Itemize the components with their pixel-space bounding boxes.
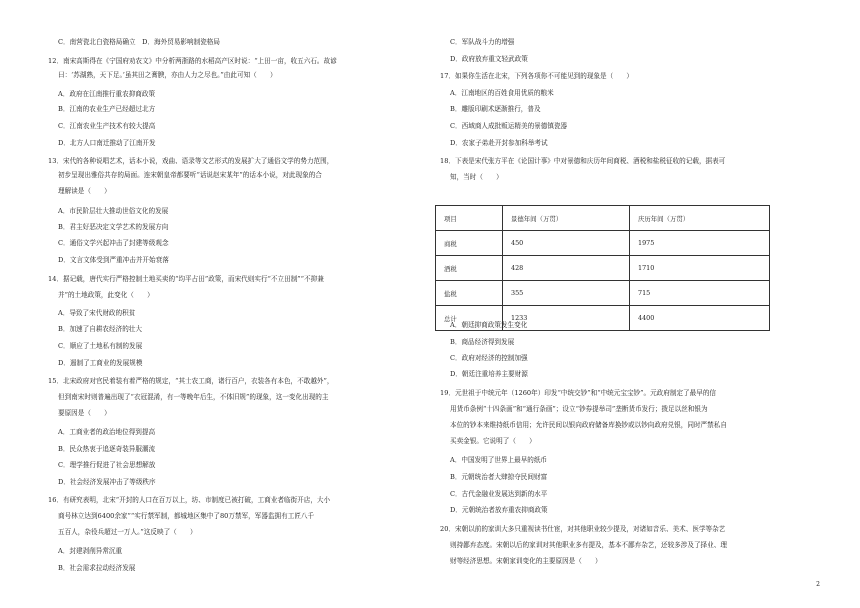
answer-option: A．中国发明了世界上最早的纸币 [450, 456, 548, 464]
answer-option: C．西域商人成批贩运精美的景德镇瓷器 [450, 122, 568, 130]
question-text: 五百人，杂役兵超过一万人。”这反映了（ ） [58, 528, 197, 536]
answer-option: D．朝廷注重培养主要财源 [450, 370, 528, 378]
table-cell: 商税 [436, 231, 503, 256]
tax-table [435, 205, 770, 331]
question-text: 19．元世祖于中统元年（1260年）印发“中统交钞”和“中统元宝宝钞”。元政府制定了最早的信 [440, 389, 717, 397]
answer-option: D．元朝统治者放弃重农抑商政策 [450, 506, 548, 514]
answer-option: A．封建剥削异常沉重 [58, 547, 123, 555]
answer-option: B．江南的农业生产已经超过北方 [58, 105, 156, 113]
question-text: 17．如果你生活在北宋，下列各项你不可能见到的现象是（ ） [440, 72, 634, 80]
question-text: 18．下表是宋代张方平在《论国计事》中对景德和庆历年间商税、酒税和盐税征收的记载，据表可 [440, 157, 726, 165]
answer-option: B．民众热衷于追逐奇装异服潮流 [58, 445, 156, 453]
answer-option: B．元朝统治者大肆掠夺民间财富 [450, 473, 548, 481]
answer-option: C．军队战斗力的增强 [450, 38, 515, 46]
question-text: 要原因是（ ） [58, 409, 111, 417]
table-cell: 1975 [630, 231, 770, 256]
table-header-cell: 景德年间（万贯） [503, 206, 630, 231]
answer-option: C．江南农业生产技术有较大提高 [58, 122, 156, 130]
table-cell: 428 [503, 256, 630, 281]
answer-option: A．江南地区的百姓食用优质的粮米 [450, 89, 554, 97]
answer-option: B．商品经济得到发展 [450, 338, 515, 346]
answer-option: D．文言文体受到严重冲击并开始衰落 [58, 256, 169, 264]
answer-option: B．君主好恶决定文学艺术的发展方向 [58, 223, 169, 231]
table-cell: 450 [503, 231, 630, 256]
table-cell: 355 [503, 281, 630, 306]
question-text: 12．南宋高斯得在《宁国府劝农文》中分析两浙路的水稻高产区时说：“上田一亩，收五六石。故谚 [48, 57, 337, 65]
answer-option: C．顺应了土地私有制的发展 [58, 342, 143, 350]
question-text: 14．据记载，唐代实行严格控制土地买卖的“均平占田”政策，而宋代则实行“不立田制”“不抑兼 [48, 275, 324, 283]
page-number: 2 [816, 581, 820, 588]
question-text: 并”的土地政策，此变化（ ） [58, 291, 154, 299]
question-text: 知，当时（ ） [450, 173, 503, 181]
question-text: 用货币条例“十四条画”和“通行条画”；设立“钞券提举司”垄断货币发行；拨足以丝和银为 [450, 405, 708, 413]
answer-option: D．社会经济发展冲击了等级秩序 [58, 478, 156, 486]
answer-option: C．通俗文学兴起冲击了封建等级观念 [58, 239, 169, 247]
answer-option: A．市民阶层壮大推动世俗文化的发展 [58, 207, 169, 215]
table-cell: 酒税 [436, 256, 503, 281]
question-text: 16．有研究表明，北宋“开封的人口在百万以上，坊、市制度已被打破，工商业者临街开店，大小 [48, 496, 331, 504]
answer-option: C．政府对经济的控制加强 [450, 354, 528, 362]
table-cell: 1233 [503, 306, 630, 331]
question-text: 15．北宋政府对官民着装有着严格的规定，“其士农工商，诸行百户，衣装各有本色，不敢越外”， [48, 377, 334, 385]
table-row [436, 281, 770, 306]
table-row [436, 231, 770, 256]
table-cell: 总计 [436, 306, 503, 331]
answer-option: B．雕版印刷术逐渐推行，普及 [450, 105, 541, 113]
table-header-cell: 庆历年间（万贯） [630, 206, 770, 231]
answer-option: D．政府放弃重文轻武政策 [450, 55, 528, 63]
table-cell: 盐税 [436, 281, 503, 306]
answer-option: A．朝廷抑商政策发生变化 [450, 321, 528, 329]
question-text: 则持鄙弃态度。宋朝以后的家训对其他职业多有提及，基本不鄙弃杂艺，还较多涉及了择业、理 [450, 541, 727, 549]
table-cell: 4400 [630, 306, 770, 331]
question-text: 买卖金银。它说明了（ ） [450, 437, 536, 445]
answer-option: A．政府在江南推行重农抑商政策 [58, 90, 156, 98]
answer-option: D．遏制了工商业的发展规模 [58, 359, 143, 367]
answer-option: A．工商业者的政治地位得到提高 [58, 428, 156, 436]
question-text: 曰：‘苏湖熟，天下足。’虽其田之膏腴，亦由人力之尽也。”由此可知（ ） [58, 71, 277, 79]
table-cell: 715 [630, 281, 770, 306]
answer-option: B．加速了自耕农经济的壮大 [58, 325, 142, 333]
table-cell: 1710 [630, 256, 770, 281]
question-text: 但到南宋时则普遍出现了“衣冠混淆，有一等晚年后生，不体旧规”的现象，这一变化出现的主 [58, 393, 329, 401]
answer-option: C．南营瓷北白瓷格局确立 D．海外贸易影响制瓷格局 [58, 38, 220, 46]
question-text: 13．宋代的各种说唱艺术，话本小说，戏曲、语录等文艺形式的发展扩大了通俗文学的势力范围， [48, 157, 334, 165]
table-row [436, 256, 770, 281]
question-text: 商号林立达到6400余家”“实行禁军制，都城地区集中了80万禁军，军器监拥有工匠八千 [58, 512, 315, 520]
answer-option: B．社会需求拉动经济发展 [58, 564, 136, 572]
answer-option: A．导致了宋代财政的积贫 [58, 309, 136, 317]
answer-option: C．古代金融业发展达到新的水平 [450, 490, 548, 498]
table-header-cell: 项目 [436, 206, 503, 231]
question-text: 财等经济思想。宋朝家训变化的主要原因是（ ） [450, 557, 602, 565]
question-text: 理解读是（ ） [58, 187, 111, 195]
table-header-row [436, 206, 770, 231]
answer-option: C．理学推行促进了社会思想解放 [58, 461, 156, 469]
question-text: 20．宋朝以前的家训大多只重视读书仕宦，对其他职业较少提及，对诸如音乐、美术、医学等杂艺 [440, 525, 726, 533]
answer-option: D．农家子弟赴开封参加科举考试 [450, 139, 548, 147]
question-text: 初步呈现出雅俗共存的局面。连宋朝皇帝都要听“话说赵宋某年”的话本小说，对此现象的合 [58, 171, 322, 179]
answer-option: D．北方人口南迁推动了江南开发 [58, 139, 156, 147]
question-text: 本位的钞本来维持纸币信用；允许民间以银向政府储备库换钞或以钞向政府兑银，同时严禁私自 [450, 421, 727, 429]
